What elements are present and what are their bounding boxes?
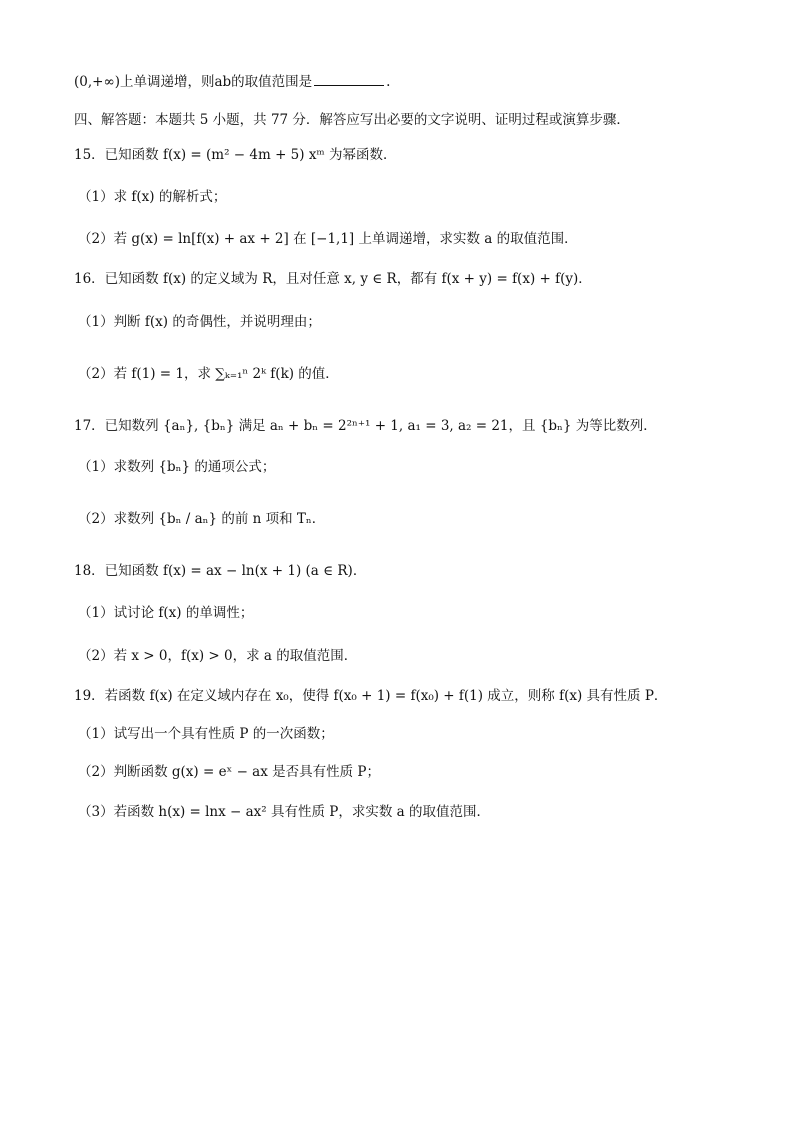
question-16-part-1: （1）判断 f(x) 的奇偶性，并说明理由； <box>78 314 321 330</box>
question-19-part-3: （3）若函数 h(x) = lnx − ax² 具有性质 P，求实数 a 的取值范围． <box>78 804 491 820</box>
answer-blank <box>314 73 384 86</box>
question-15-part-2: （2）若 g(x) = ln[f(x) + ax + 2] 在 [−1,1] 上单调递增，求实数 a 的取值范围． <box>78 231 578 247</box>
question-17-part-1: （1）求数列 {bₙ} 的通项公式； <box>78 459 276 475</box>
question-19-part-1: （1）试写出一个具有性质 P 的一次函数； <box>78 726 334 742</box>
question-16: 16．已知函数 f(x) 的定义域为 R，且对任意 x, y ∈ R，都有 f(x + y) = f(x) + f(y)． <box>74 271 592 287</box>
question-18: 18．已知函数 f(x) = ax − ln(x + 1) (a ∈ R)． <box>74 563 367 579</box>
section-heading: 四、解答题：本题共 5 小题，共 77 分．解答应写出必要的文字说明、证明过程或演算步骤． <box>74 112 630 128</box>
question-18-part-2: （2）若 x > 0，f(x) > 0，求 a 的取值范围． <box>78 648 358 664</box>
question-17-part-2: （2）求数列 {bₙ / aₙ} 的前 n 项和 Tₙ． <box>78 511 326 527</box>
question-15-part-1: （1）求 f(x) 的解析式； <box>78 189 227 205</box>
question-16-part-2: （2）若 f(1) = 1，求 ∑ₖ₌₁ⁿ 2ᵏ f(k) 的值． <box>78 366 339 382</box>
question-17: 17．已知数列 {aₙ}, {bₙ} 满足 aₙ + bₙ = 2²ⁿ⁺¹ + 1, a₁ = 3, a₂ = 21，且 {bₙ} 为等比数列． <box>74 418 657 434</box>
fill-in-question-tail: (0,+∞)上单调递增，则ab的取值范围是 . <box>74 74 391 90</box>
question-19-part-2: （2）判断函数 g(x) = eˣ − ax 是否具有性质 P； <box>78 764 380 780</box>
question-15: 15．已知函数 f(x) = (m² − 4m + 5) xᵐ 为幂函数． <box>74 147 397 163</box>
question-19: 19．若函数 f(x) 在定义域内存在 x₀，使得 f(x₀ + 1) = f(x₀) + f(1) 成立，则称 f(x) 具有性质 P． <box>74 688 668 704</box>
question-18-part-1: （1）试讨论 f(x) 的单调性； <box>78 605 254 621</box>
